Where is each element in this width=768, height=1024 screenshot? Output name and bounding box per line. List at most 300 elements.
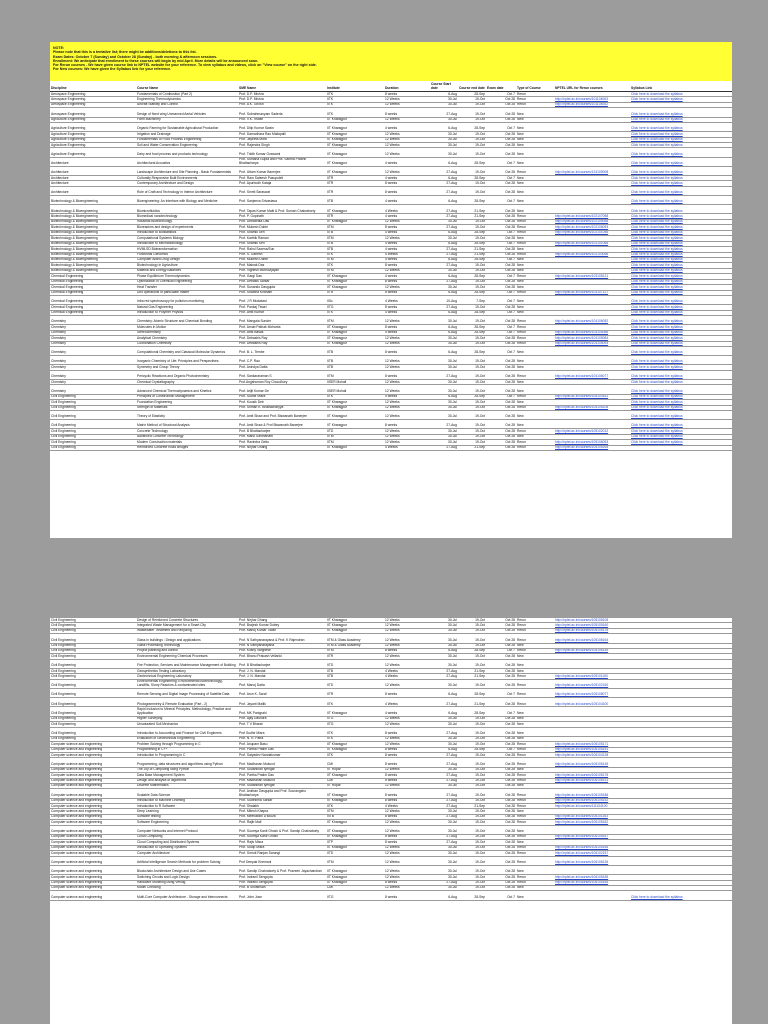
institute-cell: IITG xyxy=(326,716,384,721)
exam-date-cell: Oct 28 xyxy=(486,851,516,856)
syllabus-link[interactable]: Click here to download the syllabus xyxy=(630,274,732,279)
syllabus-link[interactable]: Click here to download the syllabus xyxy=(630,230,732,235)
nptel-url-link[interactable]: http://nptel.ac.in/courses/105101160 xyxy=(554,674,630,679)
course-type-cell: New xyxy=(516,310,554,315)
nptel-url-link[interactable]: http://nptel.ac.in/courses/106105185 xyxy=(554,875,630,880)
course-type-cell: New xyxy=(516,727,554,736)
syllabus-link[interactable]: Click here to download the syllabus xyxy=(630,347,732,356)
nptel-url-link[interactable]: http://nptel.ac.in/courses/106102157 xyxy=(554,851,630,856)
duration-cell: 12 Weeks xyxy=(384,365,430,370)
course-name-cell: Integrated Waste Management for a Smart City xyxy=(136,623,238,628)
course-name-cell: Coordination Chemistry xyxy=(136,341,238,346)
sme-name-cell: Prof. Madhavan Mukund xyxy=(238,758,326,767)
syllabus-link[interactable]: Click here to download the syllabus xyxy=(630,296,732,305)
syllabus-link[interactable]: Click here to download the syllabus xyxy=(630,268,732,273)
nptel-url-link[interactable]: http://nptel.ac.in/courses/105106149 xyxy=(554,648,630,653)
syllabus-link[interactable]: Click here to download the syllabus xyxy=(630,252,732,257)
nptel-url-link[interactable]: http://nptel.ac.in/courses/106106126 xyxy=(554,856,630,865)
nptel-url-link[interactable]: http://nptel.ac.in/courses/103107127 xyxy=(554,290,630,295)
sme-name-cell: Prof. Indranil Sengupta xyxy=(238,880,326,885)
duration-cell: 8 weeks xyxy=(384,263,430,268)
institute-cell: IIT Kharagpur xyxy=(326,205,384,214)
start-date-cell: 30-Jul xyxy=(430,365,458,370)
institute-cell: IITR xyxy=(326,689,384,698)
course-name-cell: Fire Protection, Services and Maintenance Management of Building xyxy=(136,659,238,668)
course-type-cell: New xyxy=(516,257,554,262)
discipline-cell: Civil Engineering xyxy=(50,628,136,633)
nptel-url-link[interactable]: http://nptel.ac.in/courses/105105105 xyxy=(554,618,630,623)
course-name-cell: Chemical Crystallography xyxy=(136,380,238,385)
syllabus-link[interactable]: Click here to download the syllabus xyxy=(630,290,732,295)
exam-date-cell: Oct 28 xyxy=(486,434,516,439)
course-name-cell: Problem Solving through Programming in C xyxy=(136,742,238,747)
course-type-cell: Rerun xyxy=(516,102,554,107)
course-name-cell: Principles of Construction Management xyxy=(136,394,238,399)
discipline-cell: Agriculture Engineering xyxy=(50,122,136,131)
syllabus-link[interactable]: Click here to download the syllabus xyxy=(630,370,732,379)
syllabus-link xyxy=(630,856,732,865)
end-date-cell: 19-Oct xyxy=(458,305,486,310)
end-date-cell: 19-Oct xyxy=(458,727,486,736)
syllabus-link[interactable]: Click here to download the syllabus xyxy=(630,219,732,224)
course-type-cell: New xyxy=(516,137,554,142)
syllabus-link[interactable]: Click here to download the syllabus xyxy=(630,285,732,290)
nptel-url-link[interactable]: http://nptel.ac.in/courses/102107058 xyxy=(554,214,630,219)
sme-name-cell: Prof. Mainak Das xyxy=(238,263,326,268)
syllabus-link[interactable]: Click here to download the syllabus xyxy=(630,196,732,205)
table-row xyxy=(50,186,732,195)
course-type-cell: Rerun xyxy=(516,290,554,295)
nptel-url-link[interactable]: http://nptel.ac.in/courses/106105171 xyxy=(554,742,630,747)
end-date-cell: 19-Oct xyxy=(458,236,486,241)
exam-date-cell: Oct 28 xyxy=(486,263,516,268)
course-name-cell: Architectural Acoustics xyxy=(136,157,238,166)
discipline-cell: Civil Engineering xyxy=(50,648,136,653)
duration-cell: 8 weeks xyxy=(384,279,430,284)
course-type-cell: New xyxy=(516,157,554,166)
sme-name-cell: Prof. Meenakshi D'souza xyxy=(238,814,326,819)
exam-date-cell: Oct 7 xyxy=(486,330,516,335)
discipline-cell: Biotechnology & Bioengineering xyxy=(50,230,136,235)
nptel-url-link[interactable]: http://nptel.ac.in/courses/104105086 xyxy=(554,330,630,335)
nptel-url-link[interactable]: http://nptel.ac.in/courses/124105008 xyxy=(554,166,630,175)
institute-cell: IITB xyxy=(326,669,384,674)
syllabus-link xyxy=(630,445,732,450)
nptel-url-link[interactable]: http://nptel.ac.in/courses/105102160 xyxy=(554,679,630,688)
nptel-url-link[interactable]: http://nptel.ac.in/courses/106106145 xyxy=(554,758,630,767)
course-type-cell: Rerun xyxy=(516,778,554,783)
syllabus-link[interactable]: Click here to download the syllabus xyxy=(630,434,732,439)
nptel-url-link[interactable]: http://nptel.ac.in/courses/105105108 xyxy=(554,405,630,410)
sme-name-cell: Prof. N. R. Patra xyxy=(238,736,326,741)
table-row xyxy=(50,689,732,698)
start-date-cell: 30-Jul xyxy=(430,623,458,628)
exam-date-cell: Oct 28 xyxy=(486,716,516,721)
institute-cell: CMI xyxy=(326,778,384,783)
nptel-url-link[interactable]: http://nptel.ac.in/courses/106104128 xyxy=(554,753,630,758)
course-type-cell: New xyxy=(516,891,554,900)
institute-cell: IIT Kharagpur xyxy=(326,798,384,803)
end-date-cell: 21-Sep xyxy=(458,214,486,219)
discipline-cell: Aerospace Engineering xyxy=(50,108,136,117)
table-row xyxy=(50,825,732,834)
syllabus-link[interactable]: Click here to download the syllabus xyxy=(630,92,732,97)
sme-name-cell: Prof. Apurbodh Kataja xyxy=(238,181,326,186)
syllabus-link[interactable]: Click here to download the syllabus xyxy=(630,241,732,246)
nptel-url-link[interactable]: http://nptel.ac.in/courses/104106052 xyxy=(554,316,630,325)
nptel-url-link[interactable]: http://nptel.ac.in/courses/105105160 xyxy=(554,623,630,628)
syllabus-link[interactable]: Click here to download the syllabus xyxy=(630,440,732,445)
nptel-url-link[interactable]: http://nptel.ac.in/courses/105104100 xyxy=(554,698,630,707)
syllabus-link[interactable]: Click here to download the syllabus xyxy=(630,429,732,434)
nptel-url-link[interactable]: http://nptel.ac.in/courses/102101066 xyxy=(554,241,630,246)
duration-cell: 12 Weeks xyxy=(384,783,430,788)
sme-name-cell: Prof. Rajiv Misra xyxy=(238,840,326,845)
syllabus-link[interactable]: Click here to download the syllabus xyxy=(630,410,732,419)
course-type-cell: New xyxy=(516,296,554,305)
syllabus-link[interactable]: Click here to download the syllabus xyxy=(630,181,732,186)
syllabus-link[interactable]: Click here to download the syllabus xyxy=(630,157,732,166)
exam-date-cell: Oct 7 xyxy=(486,230,516,235)
end-date-cell: 28-Sep xyxy=(458,394,486,399)
exam-date-cell: Oct 7 xyxy=(486,176,516,181)
syllabus-link[interactable]: Click here to download the syllabus xyxy=(630,236,732,241)
duration-cell: 12 Weeks xyxy=(384,285,430,290)
institute-cell: IITG xyxy=(326,722,384,727)
nptel-url-link xyxy=(554,825,630,834)
nptel-url-link[interactable]: http://nptel.ac.in/courses/102101056 xyxy=(554,230,630,235)
course-name-cell: Natural Gas Engineering xyxy=(136,305,238,310)
nptel-url-link[interactable]: http://nptel.ac.in/courses/106105186 xyxy=(554,789,630,798)
discipline-cell: Biotechnology & Bioengineering xyxy=(50,225,136,230)
course-type-cell: New xyxy=(516,176,554,181)
course-name-cell: Discrete Mathematics xyxy=(136,783,238,788)
course-name-cell: Reinforced Concrete Road Bridges xyxy=(136,445,238,450)
nptel-url-link[interactable]: http://nptel.ac.in/courses/104106077 xyxy=(554,370,630,379)
syllabus-link[interactable]: Click here to download the syllabus xyxy=(630,405,732,410)
syllabus-link[interactable]: Click here to download the syllabus xyxy=(630,225,732,230)
discipline-cell: Architecture xyxy=(50,157,136,166)
syllabus-link[interactable]: Click here to download the syllabus xyxy=(630,148,732,157)
sme-name-cell: Prof. Shamik Sen xyxy=(238,230,326,235)
course-name-cell: Unsaturated Soil Mechanics xyxy=(136,722,238,727)
course-name-cell: Chemistry: Atomic Structure and Chemical Bonding xyxy=(136,316,238,325)
start-date-cell: 30-Jul xyxy=(430,722,458,727)
course-name-cell: Fundamentals of Combustion (Part 2) xyxy=(136,92,238,97)
exam-date-cell: Oct 28 xyxy=(486,365,516,370)
start-date-cell: 6-Aug xyxy=(430,196,458,205)
nptel-url-link[interactable]: http://nptel.ac.in/courses/104105084 xyxy=(554,336,630,341)
start-date-cell: 30-Jul xyxy=(430,767,458,772)
syllabus-link[interactable]: Click here to download the syllabus xyxy=(630,380,732,385)
start-date-cell: 30-Jul xyxy=(430,825,458,834)
duration-cell: 4 weeks xyxy=(384,176,430,181)
course-type-cell: Rerun xyxy=(516,274,554,279)
course-name-cell: Wastewater Treatment and Recycling xyxy=(136,628,238,633)
institute-cell: IITM & Glass Academy xyxy=(326,634,384,643)
course-type-cell: New xyxy=(516,716,554,721)
duration-cell: 4 weeks xyxy=(384,214,430,219)
course-type-cell: Rerun xyxy=(516,851,554,856)
start-date-cell: 30-Jul xyxy=(430,429,458,434)
sme-name-cell: Prof. Sunando Dasgupta xyxy=(238,285,326,290)
syllabus-link[interactable]: Click here to download the syllabus xyxy=(630,310,732,315)
duration-cell: 12 Weeks xyxy=(384,97,430,102)
syllabus-link[interactable]: Click here to download the syllabus xyxy=(630,108,732,117)
nptel-url-link[interactable]: http://nptel.ac.in/courses/102104056 xyxy=(554,252,630,257)
discipline-cell: Biotechnology & Bioengineering xyxy=(50,252,136,257)
institute-cell: IITB xyxy=(326,241,384,246)
column-header: Duration xyxy=(384,81,430,92)
discipline-cell: Biotechnology & Bioengineering xyxy=(50,205,136,214)
sme-name-cell: Prof. J. N. Mandal xyxy=(238,669,326,674)
syllabus-link[interactable]: Click here to download the syllabus xyxy=(630,186,732,195)
exam-date-cell: Oct 28 xyxy=(486,727,516,736)
course-name-cell: Artificial Intelligence Search Methods for problem Solving xyxy=(136,856,238,865)
sme-name-cell: Prof. John Jose xyxy=(238,891,326,900)
duration-cell: 4 weeks xyxy=(384,330,430,335)
start-date-cell: 27-Aug xyxy=(430,804,458,809)
syllabus-link[interactable]: Click here to download the syllabus xyxy=(630,394,732,399)
start-date-cell: 27-Aug xyxy=(430,370,458,379)
institute-cell: IITM xyxy=(326,316,384,325)
nptel-url-link[interactable]: http://nptel.ac.in/courses/106105151 xyxy=(554,747,630,752)
start-date-cell: 27-Aug xyxy=(430,305,458,310)
institute-cell: IITD xyxy=(326,429,384,434)
discipline-cell: Biotechnology & Bioengineering xyxy=(50,219,136,224)
course-type-cell: New xyxy=(516,305,554,310)
syllabus-link[interactable]: Click here to download the syllabus xyxy=(630,891,732,900)
nptel-url-link[interactable]: http://nptel.ac.in/courses/106105152 xyxy=(554,798,630,803)
start-date-cell: 27-Aug xyxy=(430,225,458,230)
sme-name-cell: Prof. Sudhir Misra xyxy=(238,394,326,399)
syllabus-link[interactable]: Click here to download the syllabus xyxy=(630,214,732,219)
course-name-cell: Unit operations of particulate matter xyxy=(136,290,238,295)
duration-cell: 8 weeks xyxy=(384,727,430,736)
duration-cell: 4 Weeks xyxy=(384,804,430,809)
course-type-cell: New xyxy=(516,669,554,674)
institute-cell: IITD xyxy=(326,659,384,668)
syllabus-link[interactable]: Click here to download the syllabus xyxy=(630,279,732,284)
syllabus-link[interactable]: Click here to download the syllabus xyxy=(630,420,732,429)
nptel-url-link xyxy=(554,865,630,874)
course-name-cell: Landscape Architecture and Site Planning - Basic Fundamentals xyxy=(136,166,238,175)
exam-date-cell: Oct 28 xyxy=(486,618,516,623)
exam-date-cell: Oct 7 xyxy=(486,891,516,900)
exam-date-cell: Oct 28 xyxy=(486,137,516,142)
institute-cell: IITR xyxy=(326,181,384,186)
duration-cell: 8 weeks xyxy=(384,181,430,186)
table-row xyxy=(50,410,732,419)
course-name-cell: Remote Sensing and Digital Image Processing of Satellite Data xyxy=(136,689,238,698)
nptel-url-link xyxy=(554,727,630,736)
course-type-cell: Rerun xyxy=(516,814,554,819)
duration-cell: 12 Weeks xyxy=(384,102,430,107)
syllabus-link[interactable]: Click here to download the syllabus xyxy=(630,330,732,335)
duration-cell: 12 Weeks xyxy=(384,875,430,880)
exam-date-cell: Oct 28 xyxy=(486,698,516,707)
syllabus-link[interactable]: Click here to download the syllabus xyxy=(630,143,732,148)
discipline-cell: Computer science and engineering xyxy=(50,767,136,772)
duration-cell: 12 Weeks xyxy=(384,166,430,175)
end-date-cell: 19-Oct xyxy=(458,186,486,195)
nptel-url-link[interactable]: http://nptel.ac.in/courses/105105165 xyxy=(554,445,630,450)
nptel-url-link[interactable]: http://nptel.ac.in/courses/106101163 xyxy=(554,814,630,819)
start-date-cell: 30-Jul xyxy=(430,137,458,142)
course-type-cell: Rerun xyxy=(516,440,554,445)
exam-date-cell: Oct 7 xyxy=(486,689,516,698)
end-date-cell: 28-Sep xyxy=(458,196,486,205)
exam-date-cell: Oct 28 xyxy=(486,97,516,102)
end-date-cell: 19-Oct xyxy=(458,783,486,788)
start-date-cell: 30-Jul xyxy=(430,336,458,341)
nptel-url-link[interactable]: http://nptel.ac.in/courses/105104161 xyxy=(554,394,630,399)
exam-date-cell: Oct 7 xyxy=(486,310,516,315)
institute-cell: IIT Kharagpur xyxy=(326,405,384,410)
institute-cell: IIT Kharagpur xyxy=(326,285,384,290)
start-date-cell: 27-Aug xyxy=(430,252,458,257)
table-row xyxy=(50,856,732,865)
start-date-cell: 30-Jul xyxy=(430,400,458,405)
syllabus-link[interactable]: Click here to download the syllabus xyxy=(630,356,732,365)
nptel-url-link[interactable]: http://nptel.ac.in/courses/105106164 xyxy=(554,634,630,643)
syllabus-link[interactable]: Click here to download the syllabus xyxy=(630,257,732,262)
course-name-cell: Functional Genomics xyxy=(136,252,238,257)
sme-name-cell: Prof. Gargi Das xyxy=(238,274,326,279)
institute-cell: IIT Kharagpur xyxy=(326,747,384,752)
nptel-url-link[interactable]: http://nptel.ac.in/courses/106105165 xyxy=(554,880,630,885)
nptel-url-link[interactable]: http://nptel.ac.in/courses/105108077 xyxy=(554,689,630,698)
nptel-url-link[interactable]: http://nptel.ac.in/courses/106105166 xyxy=(554,845,630,850)
nptel-url-link[interactable]: http://nptel.ac.in/courses/101104062 xyxy=(554,102,630,107)
end-date-cell: 19-Oct xyxy=(458,722,486,727)
course-type-cell: Rerun xyxy=(516,341,554,346)
institute-cell: IITM xyxy=(326,236,384,241)
nptel-url-link[interactable]: http://nptel.ac.in/courses/102105058 xyxy=(554,219,630,224)
discipline-cell: Computer science and engineering xyxy=(50,845,136,850)
course-name-cell: Blockchain Architecture Design and Use Cases xyxy=(136,865,238,874)
nptel-url-link[interactable]: http://nptel.ac.in/courses/103105121 xyxy=(554,274,630,279)
nptel-url-link[interactable]: http://nptel.ac.in/courses/111104100 xyxy=(554,804,630,809)
syllabus-link[interactable]: Click here to download the syllabus xyxy=(630,316,732,325)
start-date-cell: 30-Jul xyxy=(430,742,458,747)
discipline-cell: Civil Engineering xyxy=(50,727,136,736)
institute-cell: IITR xyxy=(326,654,384,659)
syllabus-link xyxy=(630,758,732,767)
nptel-url-link[interactable]: http://nptel.ac.in/courses/106105182 xyxy=(554,820,630,825)
end-date-cell: 19-Oct xyxy=(458,219,486,224)
end-date-cell: 7-Sep xyxy=(458,296,486,305)
syllabus-link[interactable]: Click here to download the syllabus xyxy=(630,176,732,181)
sme-name-cell: Prof. Pankaj Tiwari xyxy=(238,305,326,310)
end-date-cell: 19-Oct xyxy=(458,789,486,798)
nptel-url-link[interactable]: http://nptel.ac.in/courses/105102012 xyxy=(554,429,630,434)
syllabus-link[interactable]: Click here to download the syllabus xyxy=(630,263,732,268)
discipline-cell: Computer science and engineering xyxy=(50,834,136,839)
syllabus-link[interactable]: Click here to download the syllabus xyxy=(630,205,732,214)
nptel-url-link[interactable]: http://nptel.ac.in/courses/101104063 xyxy=(554,97,630,102)
discipline-cell: Biotechnology & Bioengineering xyxy=(50,236,136,241)
syllabus-link[interactable]: Click here to download the syllabus xyxy=(630,341,732,346)
end-date-cell: 19-Oct xyxy=(458,181,486,186)
sme-name-cell: Prof. Jayant Mallik xyxy=(238,698,326,707)
duration-cell: 8 weeks xyxy=(384,814,430,819)
start-date-cell: 30-Jul xyxy=(430,851,458,856)
syllabus-link[interactable]: Click here to download the syllabus xyxy=(630,132,732,137)
exam-date-cell: Oct 28 xyxy=(486,679,516,688)
end-date-cell: 19-Oct xyxy=(458,341,486,346)
duration-cell: 12 Weeks xyxy=(384,820,430,825)
syllabus-link[interactable]: Click here to download the syllabus xyxy=(630,247,732,252)
discipline-cell: Civil Engineering xyxy=(50,659,136,668)
end-date-cell: 19-Oct xyxy=(458,148,486,157)
sme-name-cell: Prof.Angshuman Roy Choudhury xyxy=(238,380,326,385)
exam-date-cell: Oct 7 xyxy=(486,290,516,295)
course-name-cell: Molecules in Motion xyxy=(136,325,238,330)
exam-date-cell: Oct 28 xyxy=(486,783,516,788)
table-body-page-2 xyxy=(50,618,732,900)
exam-date-cell: Oct 28 xyxy=(486,885,516,890)
nptel-url-link[interactable]: http://nptel.ac.in/courses/106106131 xyxy=(554,778,630,783)
syllabus-link[interactable]: Click here to download the syllabus xyxy=(630,325,732,330)
syllabus-link[interactable]: Click here to download the syllabus xyxy=(630,305,732,310)
exam-date-cell: Oct 7 xyxy=(486,648,516,653)
nptel-url-link[interactable]: http://nptel.ac.in/courses/105105178 xyxy=(554,628,630,633)
course-type-cell: New xyxy=(516,236,554,241)
exam-date-cell: Oct 28 xyxy=(486,225,516,230)
discipline-cell: Aerospace Engineering xyxy=(50,97,136,102)
nptel-url-link[interactable]: http://nptel.ac.in/courses/106105175 xyxy=(554,773,630,778)
syllabus-link[interactable]: Click here to download the syllabus xyxy=(630,122,732,131)
nptel-url-link[interactable]: http://nptel.ac.in/courses/104105093 xyxy=(554,341,630,346)
course-name-cell: Optimization in Chemical Engineering xyxy=(136,279,238,284)
duration-cell: 12 Weeks xyxy=(384,634,430,643)
exam-date-cell: Oct 28 xyxy=(486,279,516,284)
syllabus-link[interactable]: Click here to download the syllabus xyxy=(630,166,732,175)
nptel-url-link xyxy=(554,659,630,668)
syllabus-link[interactable]: Click here to download the syllabus xyxy=(630,117,732,122)
discipline-cell: Computer science and engineering xyxy=(50,742,136,747)
syllabus-link[interactable]: Click here to download the syllabus xyxy=(630,365,732,370)
discipline-cell: Agriculture Engineering xyxy=(50,132,136,137)
syllabus-link[interactable]: Click here to download the syllabus xyxy=(630,97,732,102)
course-name-cell: Foundation Engineering xyxy=(136,400,238,405)
duration-cell: 8 weeks xyxy=(384,305,430,310)
start-date-cell: 30-Jul xyxy=(430,143,458,148)
institute-cell: IIT Kharagpur xyxy=(326,336,384,341)
course-name-cell: Inorganic Chemistry of Life: Principles and Perspectives xyxy=(136,356,238,365)
syllabus-link[interactable]: Click here to download the syllabus xyxy=(630,137,732,142)
syllabus-link[interactable]: Click here to download the syllabus xyxy=(630,385,732,394)
column-header: Course Start date xyxy=(430,81,458,92)
syllabus-link[interactable]: Click here to download the syllabus xyxy=(630,400,732,405)
start-date-cell: 30-Jul xyxy=(430,716,458,721)
nptel-url-link[interactable]: http://nptel.ac.in/courses/105106053 xyxy=(554,440,630,445)
exam-date-cell: Oct 28 xyxy=(486,420,516,429)
duration-cell: 8 weeks xyxy=(384,758,430,767)
note-line: NOTE: xyxy=(53,46,65,50)
course-type-cell: New xyxy=(516,186,554,195)
duration-cell: 12 Weeks xyxy=(384,434,430,439)
duration-cell: 4 Weeks xyxy=(384,252,430,257)
discipline-cell: Architecture xyxy=(50,166,136,175)
syllabus-link[interactable]: Click here to download the syllabus xyxy=(630,336,732,341)
course-name-cell: Model Checking xyxy=(136,885,238,890)
duration-cell: 12 Weeks xyxy=(384,380,430,385)
nptel-url-link[interactable]: http://nptel.ac.in/courses/102106053 xyxy=(554,225,630,230)
end-date-cell: 19-Oct xyxy=(458,834,486,839)
nptel-url-link[interactable]: http://nptel.ac.in/courses/106105167 xyxy=(554,834,630,839)
